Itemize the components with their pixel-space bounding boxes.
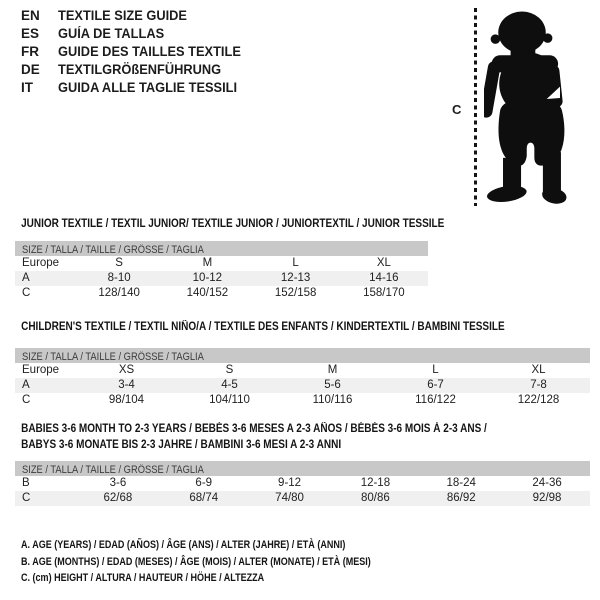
language-title-block [21,7,251,97]
table-cell: 158/170 [363,287,405,299]
lang-title: TEXTILE SIZE GUIDE [58,8,187,23]
table-cell: 86/92 [446,492,476,504]
table-cell: 3-6 [109,477,127,489]
babies-size-table [15,461,590,506]
junior-textile-section [15,216,445,301]
junior-section-title: JUNIOR TEXTILE / TEXTIL JUNIOR/ TEXTILE JUNIOR / JUNIORTEXTIL / JUNIOR TESSILE [21,218,445,230]
table-cell: 24-36 [532,477,562,489]
table-cell: 8-10 [107,272,131,284]
table-row [15,271,428,286]
lang-title: GUIDE DES TAILLES TEXTILE [58,44,241,59]
lang-row-it [21,79,251,97]
table-cell: 6-9 [195,477,213,489]
table-cell: 3-4 [118,379,135,391]
table-cell: XL [376,257,391,269]
lang-code: IT [21,80,33,95]
table-cell: 12-18 [360,477,391,489]
table-cell: 92/98 [532,492,562,504]
row-label: Europe [22,257,60,269]
footnotes-block [21,536,448,586]
size-header-bar [15,461,590,476]
toddler-silhouette-icon [484,4,579,211]
table-cell: 68/74 [189,492,219,504]
size-header-bar [15,241,428,256]
children-section-title: CHILDREN'S TEXTILE / TEXTIL NIÑO/A / TEXTILE DES ENFANTS / KINDERTEXTIL / BAMBINI TESSILE [21,321,505,333]
lang-title: GUÍA DE TALLAS [58,26,165,41]
lang-row-de [21,61,251,79]
footnote-b-text: B. AGE (MONTHS) / EDAD (MESES) / ÂGE (MOIS) / ALTER (MONATE) / ETÀ (MESI) [21,555,371,568]
table-cell: L [432,364,439,376]
size-header-label: SIZE / TALLA / TAILLE / GRÖSSE / TAGLIA [22,351,204,363]
table-cell: 80/86 [361,492,390,504]
table-row [15,378,590,393]
lang-row-es [21,25,251,43]
row-label: C [22,287,31,299]
size-header-label: SIZE / TALLA / TAILLE / GRÖSSE / TAGLIA [22,464,204,476]
junior-size-table [15,241,428,301]
lang-code: DE [21,62,40,77]
lang-row-fr [21,43,251,61]
table-cell: 116/122 [415,394,456,406]
lang-title: TEXTILGRÖßENFÜHRUNG [58,62,222,77]
table-cell: 74/80 [275,492,304,504]
table-cell: 104/110 [209,394,250,406]
table-cell: XS [118,364,135,376]
table-cell: 10-12 [192,272,223,284]
row-label: A [22,272,30,284]
table-cell: 122/128 [517,394,560,406]
footnote-a-text: A. AGE (YEARS) / EDAD (AÑOS) / ÂGE (ANS) / ALTER (JAHRE) / ETÀ (ANNI) [21,539,346,551]
lang-title: GUIDA ALLE TAGLIE TESSILI [58,80,238,95]
table-cell: 5-6 [324,379,341,391]
row-label: B [22,477,30,489]
table-cell: 18-24 [446,477,476,489]
lang-row-en [21,7,251,25]
table-cell: 9-12 [278,477,302,489]
table-cell: 110/116 [312,394,353,406]
table-cell: 4-5 [221,379,238,391]
footnote-c-text: C. (cm) HEIGHT / ALTURA / HAUTEUR / HÖHE / ALTEZZA [21,572,265,584]
table-cell: S [225,364,234,376]
babies-section-title-line2: BABYS 3-6 MONATE BIS 2-3 JAHRE / BAMBINI 3-6 MESI A 2-3 ANNI [21,439,342,451]
table-cell: 12-13 [280,272,311,284]
footnote-a [21,536,448,553]
row-label: A [22,379,30,391]
lang-code: EN [21,8,40,23]
table-cell: L [292,257,299,269]
table-row [15,286,428,301]
children-textile-section [15,319,590,408]
table-cell: 6-7 [427,379,444,391]
table-row [15,476,590,491]
row-label: C [22,394,31,406]
table-row [15,393,590,408]
table-cell: 62/68 [103,492,133,504]
table-cell: 7-8 [530,379,547,391]
size-header-label: SIZE / TALLA / TAILLE / GRÖSSE / TAGLIA [22,244,204,256]
babies-textile-section [15,421,590,506]
table-row [15,363,590,378]
height-measure-label: C [452,102,462,117]
table-cell: 98/104 [108,394,145,406]
table-cell: 128/140 [98,287,140,299]
lang-code: ES [21,26,40,41]
height-dashed-line [474,8,477,206]
table-cell: 152/158 [274,287,317,299]
table-row [15,256,428,271]
table-cell: S [115,257,123,269]
table-cell: 14-16 [369,272,399,284]
row-label: C [22,492,31,504]
table-cell: M [202,257,213,269]
row-label: Europe [22,364,60,376]
table-cell: M [327,364,338,376]
babies-section-title-line1: BABIES 3-6 MONTH TO 2-3 YEARS / BEBÉS 3-6 MESES A 2-3 AÑOS / BÉBÉS 3-6 MOIS À 2-3 ANS / [21,423,487,435]
size-header-bar [15,348,590,363]
table-row [15,491,590,506]
table-cell: 140/152 [186,287,229,299]
footnote-c [21,569,448,586]
table-cell: XL [531,364,546,376]
footnote-b [21,553,448,570]
lang-code: FR [21,44,39,59]
children-size-table [15,348,590,408]
